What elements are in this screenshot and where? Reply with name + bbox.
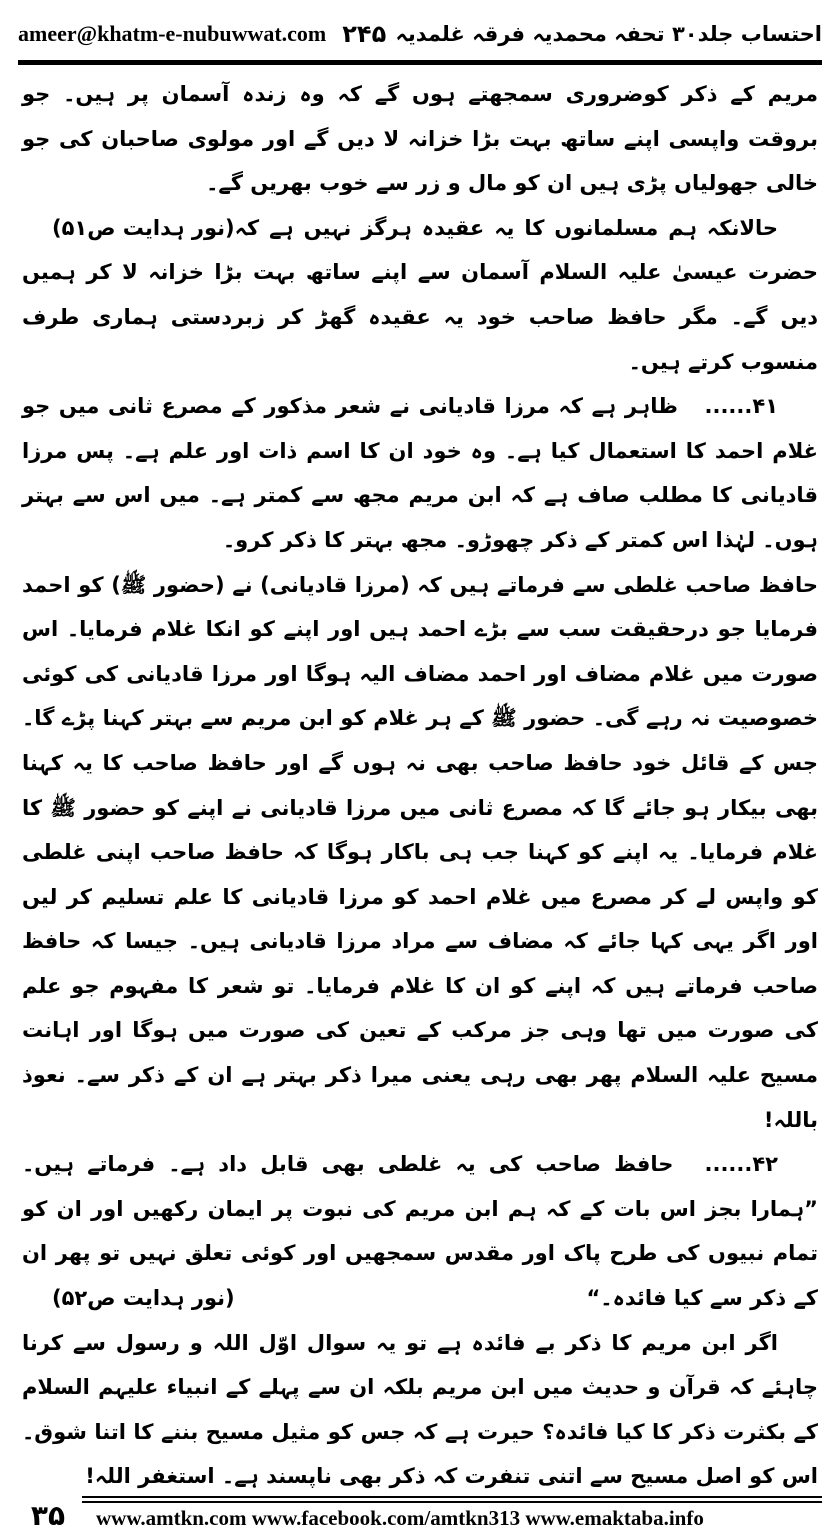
header-email: ameer@khatm-e-nubuwwat.com [18, 21, 327, 46]
paragraph-6: اگر ابن مریم کا ذکر بے فائدہ ہے تو یہ سوال اوّل اللہ و رسول سے کرنا چاہئے کہ قرآن و حدیث میں ابن مریم بلکہ ان سے پہلے کے انبیاء علیہم السلام کے بکثرت ذکر کا کیا فائدہ؟ حیرت ہے کہ جس کو مثیل مسیح بننے کا اتنا شوق۔ اس کو اصل مسیح سے اتنی تنفرت کہ ذکر بھی ناپسند ہے۔ استغفر اللہ! [22, 1330, 818, 1489]
page-footer [0, 1488, 840, 1540]
header-left [18, 20, 386, 48]
header-page-number: ۲۴۵ [342, 20, 387, 48]
item-number-41: ۴۱...... [704, 394, 779, 419]
footer-links: www.amtkn.com www.facebook.com/amtkn313 www.emaktaba.info [96, 1506, 704, 1530]
footer-rule-2 [82, 1501, 822, 1503]
reference-1: (نور ہدایت ص۵۱) [52, 215, 235, 240]
paragraph-3 [22, 384, 818, 562]
paragraph-2: حالانکہ ہم مسلمانوں کا یہ عقیدہ ہرگز نہیں ہے کہ حضرت عیسیٰ علیہ السلام آسمان سے اپنے ساتھ بہت بڑا خزانہ لا کر ہمیں دیں گے۔ مگر حافظ صاحب خود یہ عقیدہ گھڑ کر زبردستی ہماری طرف منسوب کرتے ہیں۔ [22, 215, 818, 374]
footer-section-number: ۳۵ [30, 1498, 66, 1532]
page-header [18, 14, 822, 54]
paragraph-5 [22, 1142, 818, 1320]
reference-2: (نور ہدایت ص۵۲) [52, 1286, 235, 1311]
paragraph-1-text: مریم کے ذکر کوضروری سمجھتے ہوں گے کہ وہ زندہ آسمان پر ہیں۔ جو بروقت واپسی اپنے ساتھ بہت بڑا خزانہ لا دیں گے اور مولوی صاحبان کی جو خالی جھولیاں پڑی ہیں ان کو مال و زر سے خوب بھریں گے۔ [22, 82, 818, 196]
header-book-title: احتساب جلد۳۰ تحفہ محمدیہ فرقہ غلمدیہ [395, 22, 822, 46]
paragraph-3-text: ظاہر ہے کہ مرزا قادیانی نے شعر مذکور کے مصرع ثانی میں جو غلام احمد کا استعمال کیا ہے۔ وہ خود ان کا اسم ذات اور علم ہے۔ پس مرزا قادیانی کا مطلب صاف ہے کہ ابن مریم مجھ سے کمتر ہے۔ میں اس سے بہتر ہوں۔ لہٰذا اس کمتر کے ذکر چھوڑو۔ مجھ بہتر کا ذکر کرو۔ [22, 394, 818, 552]
paragraph-5-text: حافظ صاحب کی یہ غلطی بھی قابل داد ہے۔ فرماتے ہیں۔ ”ہمارا بجز اس بات کے کہ ہم ابن مریم کی نبوت پر ایمان رکھیں اور ان کو تمام نبیوں کی طرح پاک اور مقدس سمجھیں اور کوئی تعلق نہیں تو پھر ان کے ذکر سے کیا فائدہ۔“ [22, 1152, 818, 1311]
header-rule [18, 60, 822, 65]
footer-rule-1 [82, 1496, 822, 1498]
page-body [22, 72, 818, 1499]
item-number-42: ۴۲...... [704, 1152, 778, 1177]
paragraph-4: حافظ صاحب غلطی سے فرماتے ہیں کہ (مرزا قادیانی) نے (حضور ﷺ) کو احمد فرمایا جو درحقیقت سب سے بڑے احمد ہیں اور اپنے کو انکا غلام فرمایا۔ اس صورت میں غلام مضاف اور احمد مضاف الیہ ہوگا اور مرزا قادیانی کی کوئی خصوصیت نہ رہے گی۔ حضور ﷺ کے ہر غلام کو ابن مریم سے بہتر کہنا پڑے گا۔ جس کے قائل خود حافظ صاحب بھی نہ ہوں گے اور حافظ صاحب کا یہ کہنا بھی بیکار ہو جائے گا کہ مصرع ثانی میں مرزا قادیانی نے اپنے کو حضور ﷺ کا غلام فرمایا۔ یہ اپنے کو کہنا جب ہی باکار ہوگا کہ حافظ صاحب اپنی غلطی کو واپس لے کر مصرع میں غلام احمد کو مرزا قادیانی کا علم تسلیم کر لیں اور اگر یہی کہا جائے کہ مضاف سے مراد مرزا قادیانی ہیں۔ جیسا کہ حافظ صاحب فرماتے ہیں کہ اپنے کو ان کا غلام فرمایا۔ تو شعر کا مفہوم جو علم کی صورت میں تھا وہی جز مرکب کے تعین کی صورت میں ہوگا اور اہانت مسیح علیہ السلام پھر بھی رہی یعنی میرا ذکر بہتر ہے ان کے ذکر سے۔ نعوذ باللہ! [22, 572, 818, 1132]
paragraph-1 [22, 72, 818, 240]
